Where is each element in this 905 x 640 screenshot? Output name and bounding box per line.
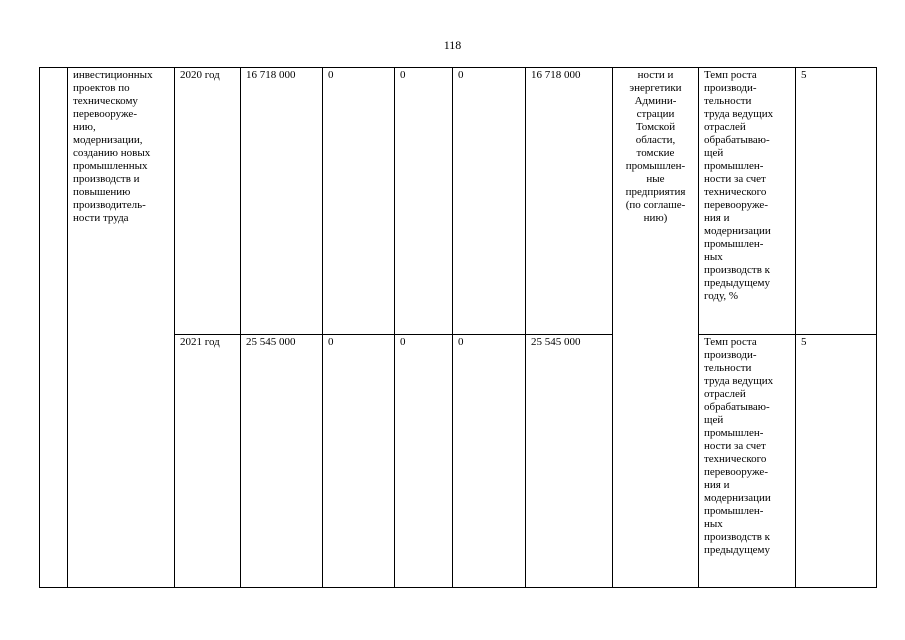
indicator-value-cell: 5 (796, 335, 877, 588)
total-cell: 25 545 000 (241, 335, 323, 588)
local-budget-cell: 0 (453, 68, 526, 335)
federal-budget-cell: 0 (323, 335, 395, 588)
page-number: 118 (443, 38, 462, 52)
row-number-cell (40, 68, 68, 588)
regional-budget-cell: 0 (395, 335, 453, 588)
responsible-executor-cell: ности и энергетики Админи- страции Томской области, томские промышлен- ные предприятия (по соглаше- нию) (613, 68, 699, 588)
extrabudgetary-cell: 25 545 000 (526, 335, 613, 588)
federal-budget-cell: 0 (323, 68, 395, 335)
indicator-value-cell: 5 (796, 68, 877, 335)
regional-budget-cell: 0 (395, 68, 453, 335)
extrabudgetary-cell: 16 718 000 (526, 68, 613, 335)
indicator-cell: Темп роста производи- тельности труда ведущих отраслей обрабатываю- щей промышлен- ности за счет технического перевооруже- ния и модернизации промышлен- ных производств к предыдущему году, % (699, 68, 796, 335)
table-row (40, 68, 877, 335)
year-cell: 2021 год (175, 335, 241, 588)
event-name-cell: инвестиционных проектов по техническому перевооруже- нию, модернизации, созданию новых промышленных производств и повышению производитель- ности труда (68, 68, 175, 588)
local-budget-cell: 0 (453, 335, 526, 588)
indicator-cell: Темп роста производи- тельности труда ведущих отраслей обрабатываю- щей промышлен- ности за счет технического перевооруже- ния и модернизации промышлен- ных производств к предыдущему (699, 335, 796, 588)
total-cell: 16 718 000 (241, 68, 323, 335)
year-cell: 2020 год (175, 68, 241, 335)
budget-table (39, 67, 877, 588)
